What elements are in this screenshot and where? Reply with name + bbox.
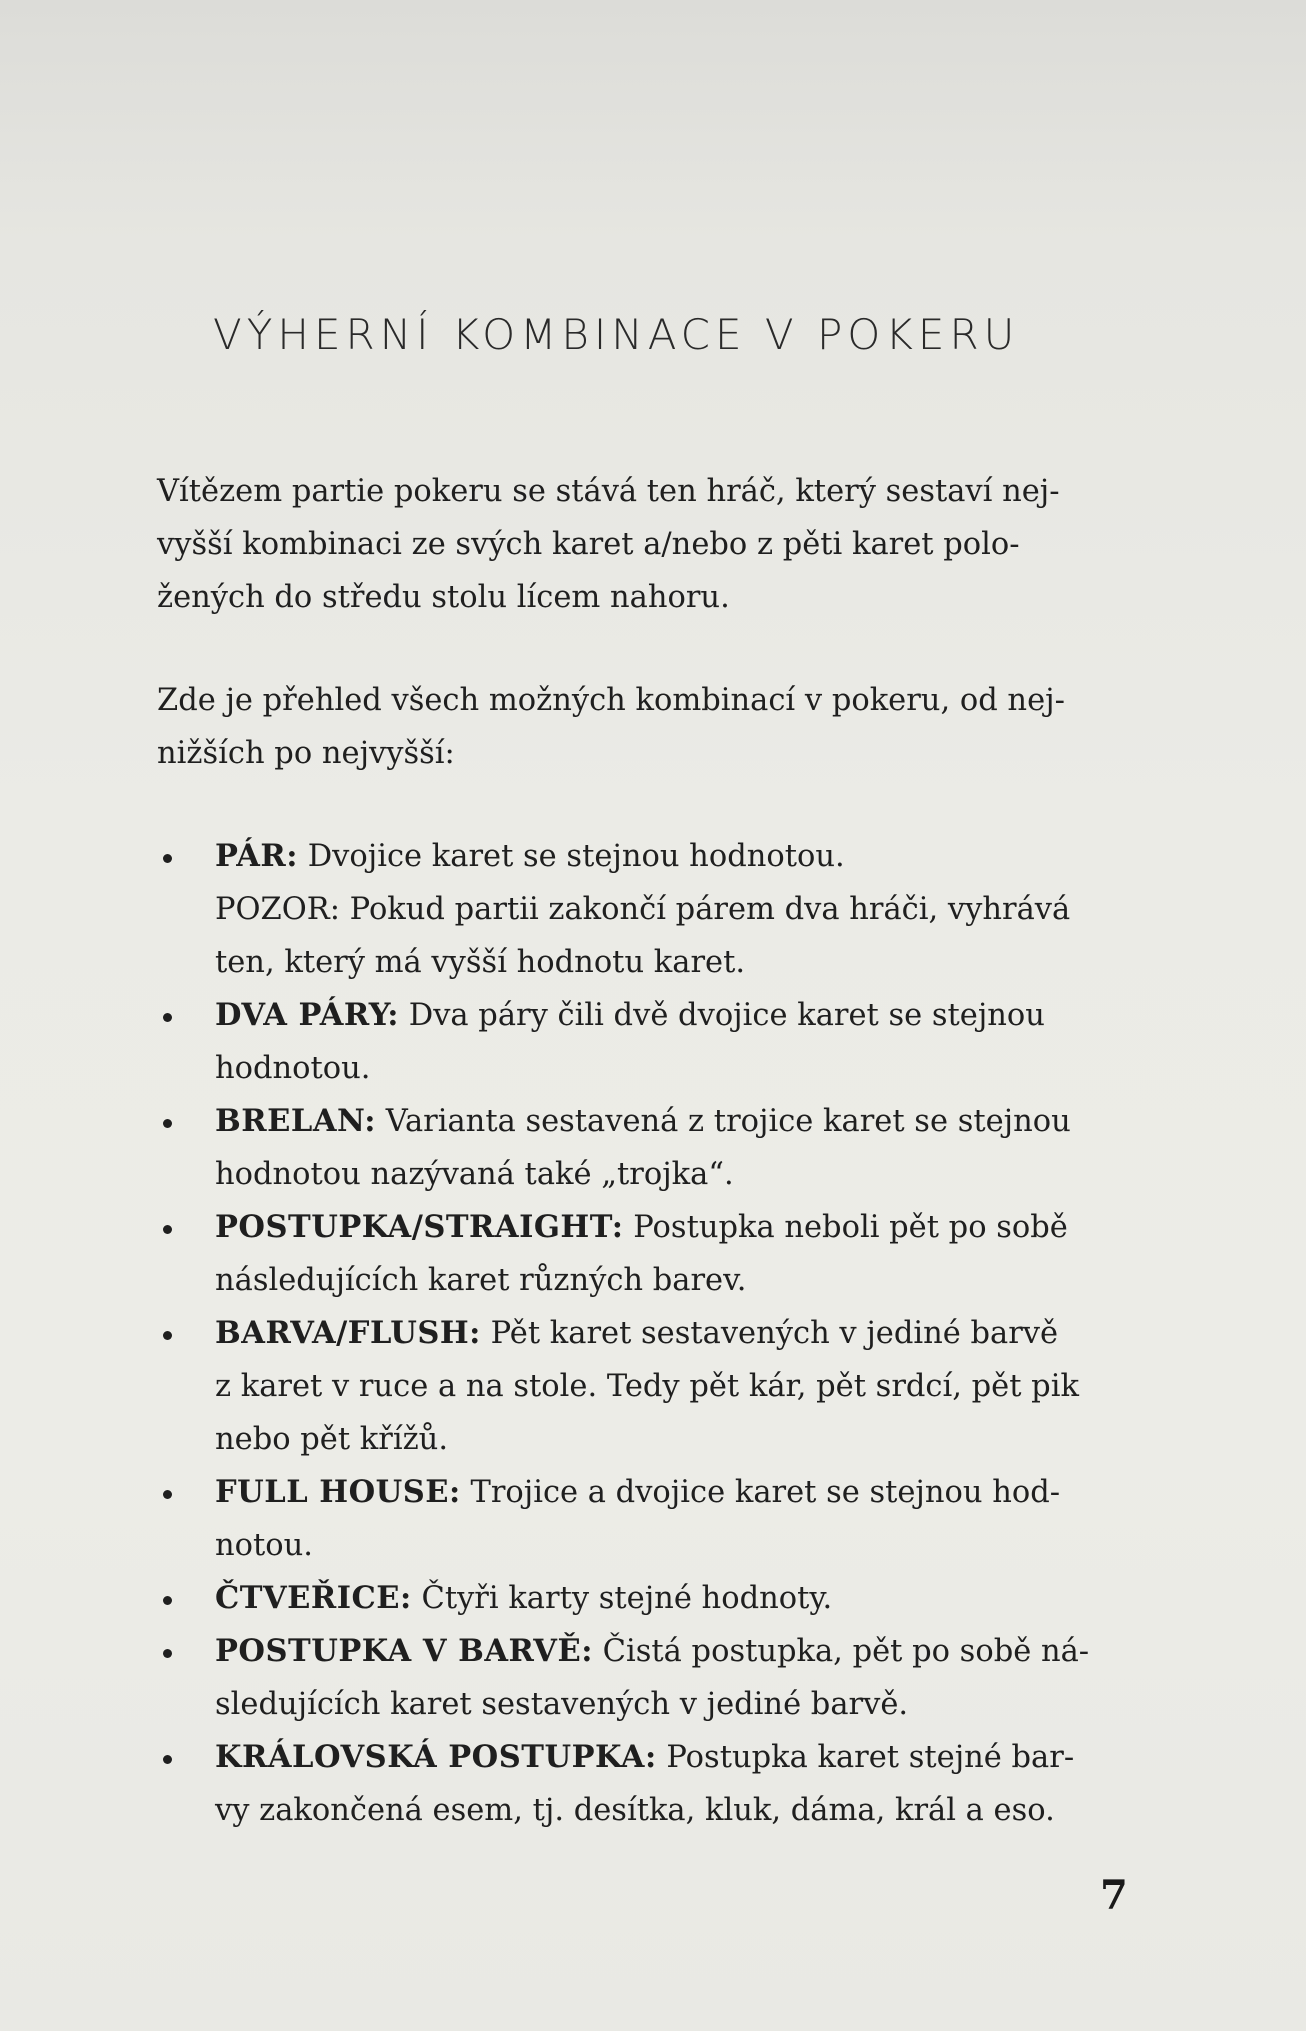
text-line xyxy=(215,1307,1122,1360)
combination-text: Postupka neboli pět po sobě xyxy=(623,1210,1068,1245)
text-line xyxy=(215,1572,1122,1625)
combination-term: BARVA/FLUSH: xyxy=(215,1315,481,1351)
text-line xyxy=(215,830,1122,883)
list-item-dva-pary xyxy=(157,989,1122,1095)
bullet-icon xyxy=(163,1649,172,1658)
text-line: následujících karet různých barev. xyxy=(215,1263,747,1298)
page-title: VÝHERNÍ KOMBINACE V POKERU xyxy=(213,310,1020,359)
text-line xyxy=(215,1625,1122,1678)
combination-text: Varianta sestavená z trojice karet se stejnou xyxy=(376,1104,1071,1139)
text-line xyxy=(215,1466,1122,1519)
text-line: ten, který má vyšší hodnotu karet. xyxy=(215,945,746,980)
text-line: nižších po nejvyšší: xyxy=(157,736,455,771)
text-line: hodnotou nazývaná také „trojka“. xyxy=(215,1157,734,1192)
text-line: vyšší kombinaci ze svých karet a/nebo z pěti karet polo- xyxy=(157,527,1020,562)
bullet-icon xyxy=(163,1755,172,1764)
combination-term: KRÁLOVSKÁ POSTUPKA: xyxy=(215,1739,657,1775)
list-item-postupka xyxy=(157,1201,1122,1307)
list-item-postupka-v-barve xyxy=(157,1625,1122,1731)
list-item-barva xyxy=(157,1307,1122,1466)
combination-term: POSTUPKA V BARVĚ: xyxy=(215,1633,593,1669)
list-item-full-house xyxy=(157,1466,1122,1572)
list-item-kralovska-postupka xyxy=(157,1731,1122,1837)
bullet-icon xyxy=(163,1596,172,1605)
page-content xyxy=(157,465,1122,1837)
bullet-icon xyxy=(163,1490,172,1499)
combination-text: Trojice a dvojice karet se stejnou hod- xyxy=(460,1475,1061,1510)
text-line xyxy=(215,1095,1122,1148)
text-line: hodnotou. xyxy=(215,1051,371,1086)
combination-term: BRELAN: xyxy=(215,1103,377,1139)
combination-text: Čistá postupka, pět po sobě ná- xyxy=(592,1634,1090,1669)
text-line: Zde je přehled všech možných kombinací v pokeru, od nej- xyxy=(157,683,1065,718)
text-line xyxy=(215,1731,1122,1784)
text-line xyxy=(215,1201,1122,1254)
text-line: nebo pět křížů. xyxy=(215,1422,449,1457)
bullet-icon xyxy=(163,854,172,863)
intro-paragraph xyxy=(157,465,1122,624)
text-line: notou. xyxy=(215,1528,313,1563)
text-line: Vítězem partie pokeru se stává ten hráč, který sestaví nej- xyxy=(157,474,1060,509)
combination-text: Postupka karet stejné bar- xyxy=(656,1740,1075,1775)
combination-term: FULL HOUSE: xyxy=(215,1474,461,1510)
list-item-ctverice xyxy=(157,1572,1122,1625)
bullet-icon xyxy=(163,1013,172,1022)
text-line xyxy=(215,989,1122,1042)
overview-paragraph xyxy=(157,674,1122,780)
combination-text: Dvojice karet se stejnou hodnotou. xyxy=(298,839,845,874)
combination-text: Čtyři karty stejné hodnoty. xyxy=(411,1581,833,1616)
text-line: sledujících karet sestavených v jediné barvě. xyxy=(215,1687,909,1722)
combination-term: DVA PÁRY: xyxy=(215,997,400,1033)
combinations-list xyxy=(157,830,1122,1837)
bullet-icon xyxy=(163,1225,172,1234)
list-item-par xyxy=(157,830,1122,989)
page-number: 7 xyxy=(1100,1872,1128,1919)
combination-text: Pět karet sestavených v jediné barvě xyxy=(480,1316,1059,1351)
combination-term: POSTUPKA/STRAIGHT: xyxy=(215,1209,624,1245)
bullet-icon xyxy=(163,1119,172,1128)
combination-text: Dva páry čili dvě dvojice karet se stejnou xyxy=(399,998,1045,1033)
text-line: žených do středu stolu lícem nahoru. xyxy=(157,580,730,615)
list-item-brelan xyxy=(157,1095,1122,1201)
text-line: vy zakončená esem, tj. desítka, kluk, dáma, král a eso. xyxy=(215,1793,1055,1828)
text-line: POZOR: Pokud partii zakončí párem dva hráči, vyhrává xyxy=(215,892,1071,927)
combination-term: PÁR: xyxy=(215,838,298,874)
bullet-icon xyxy=(163,1331,172,1340)
combination-term: ČTVEŘICE: xyxy=(215,1580,412,1616)
text-line: z karet v ruce a na stole. Tedy pět kár, pět srdcí, pět pik xyxy=(215,1369,1079,1404)
